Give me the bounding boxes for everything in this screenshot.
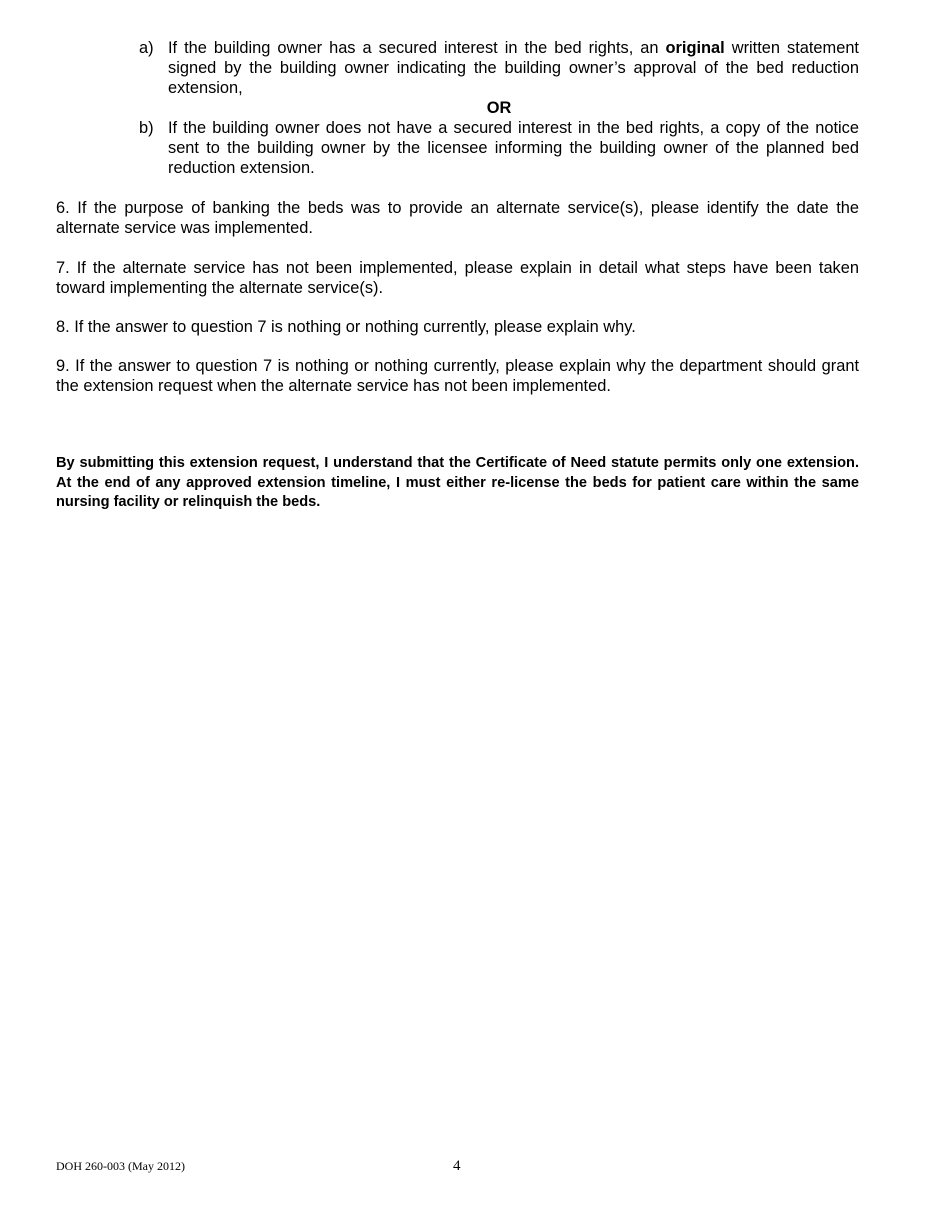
option-a-emphasis: original bbox=[665, 39, 725, 57]
question-6: 6. If the purpose of banking the beds was to provide an alternate service(s), please identify the date the alternate service was implemented. bbox=[56, 199, 859, 237]
option-b bbox=[139, 118, 859, 178]
option-a bbox=[139, 38, 859, 98]
option-a-text-start: If the building owner has a secured interest in the bed rights, an bbox=[168, 39, 666, 57]
question-9: 9. If the answer to question 7 is nothing or nothing currently, please explain why the department should grant the extension request when the alternate service has not been implemented. bbox=[56, 357, 859, 395]
question-8: 8. If the answer to question 7 is nothing or nothing currently, please explain why. bbox=[56, 318, 636, 336]
option-a-text bbox=[168, 38, 859, 98]
question-7: 7. If the alternate service has not been implemented, please explain in detail what steps have been taken toward implementing the alternate service(s). bbox=[56, 259, 859, 297]
option-b-marker: b) bbox=[139, 119, 154, 137]
option-b-text: If the building owner does not have a secured interest in the bed rights, a copy of the notice sent to the building owner by the licensee informing the building owner of the planned bed reduction extension. bbox=[168, 119, 859, 177]
option-a-marker: a) bbox=[139, 39, 154, 57]
form-identifier: DOH 260-003 (May 2012) bbox=[56, 1159, 185, 1173]
or-separator: OR bbox=[486, 99, 512, 117]
option-a-text-end: written statement signed by the building owner indicating the building owner’s approval of the bed reduction extension, bbox=[168, 39, 859, 97]
building-owner-options bbox=[139, 38, 859, 178]
acknowledgement-statement: By submitting this extension request, I understand that the Certificate of Need statute permits only one extension. At the end of any approved extension timeline, I must either re-license the beds for patient care within the same nursing facility or relinquish the beds. bbox=[56, 455, 859, 510]
page-number: 4 bbox=[453, 1158, 461, 1174]
